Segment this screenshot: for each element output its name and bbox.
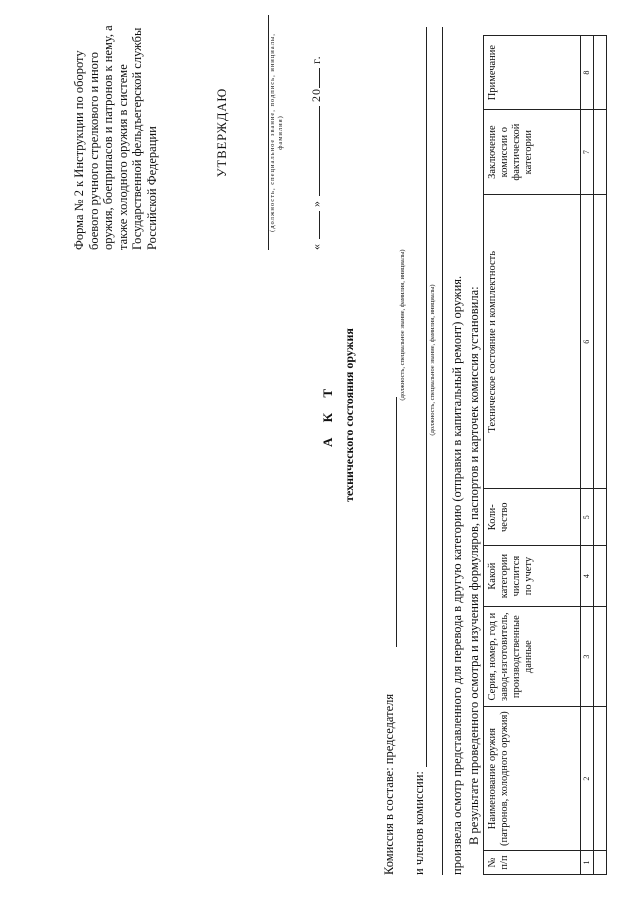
approval-caption: (должность, специальное звание, подпись, инициалы, фамилия) <box>269 33 284 232</box>
members-line-2 <box>442 27 443 875</box>
column-number: 6 <box>581 195 594 489</box>
header-cell: Коли-чество <box>484 489 581 546</box>
table-cell <box>594 36 607 110</box>
header-cell: Заключение комиссии о фактической категории <box>484 110 581 195</box>
column-number: 7 <box>581 110 594 195</box>
column-number: 8 <box>581 36 594 110</box>
approval-signature-line <box>252 15 269 250</box>
approval-block <box>215 15 324 250</box>
act-title: А К Т <box>320 383 335 447</box>
body-line-1: произвела осмотр представленного для перевода в другую категорию (отправки в капитальный ремонт) оружия. <box>450 275 464 875</box>
table-header-row <box>484 36 581 875</box>
approval-date: « » 20 г. <box>309 55 323 250</box>
table-cell <box>594 489 607 546</box>
form-note-line: оружия, боеприпасов и патронов к нему, а <box>101 25 115 250</box>
chair-caption: (должность, специальное звание, фамилия, инициалы) <box>399 249 406 401</box>
commission-chair-label: Комиссия в составе: председателя <box>382 693 396 875</box>
column-number: 5 <box>581 489 594 546</box>
form-note-line: боевого ручного стрелкового и иного <box>86 52 101 250</box>
column-number: 1 <box>581 851 594 875</box>
act-title-block <box>320 295 357 535</box>
form-note-line: Форма № 2 к Инструкции по обороту <box>72 50 86 250</box>
form-note-line: Российской Федерации <box>144 126 159 250</box>
table-cell <box>594 707 607 851</box>
members-line <box>426 27 427 767</box>
table-cell <box>594 546 607 607</box>
table-cell <box>594 851 607 875</box>
commission-members-label: и членов комиссии: <box>412 771 426 875</box>
act-subtitle: технического состояния оружия <box>342 328 356 502</box>
approval-title: УТВЕРЖДАЮ <box>215 87 229 178</box>
table-number-row <box>581 36 594 875</box>
header-cell: № п/п <box>484 851 581 875</box>
table-row <box>594 36 607 875</box>
column-number: 2 <box>581 707 594 851</box>
header-cell: Какой категории числится по учету <box>484 546 581 607</box>
chair-line <box>396 397 397 647</box>
form-note-line: Государственной фельдъегерской службы <box>130 27 144 250</box>
form-note-line: также холодного оружия в системе <box>115 64 130 250</box>
table-cell <box>594 195 607 489</box>
header-cell: Техническое состояние и комплектность <box>484 195 581 489</box>
table-cell <box>594 607 607 707</box>
column-number: 4 <box>581 546 594 607</box>
header-cell: Примечание <box>484 36 581 110</box>
form-reference-note <box>72 15 159 250</box>
weapons-table <box>483 35 607 875</box>
table-cell <box>594 110 607 195</box>
header-cell: Наименование оружия (патронов, холодного оружия) <box>484 707 581 851</box>
header-cell: Серия, номер, год и завод-изготовитель, производственные данные <box>484 607 581 707</box>
members-caption: (должность, специальное звание, фамилия, инициалы) <box>429 284 436 436</box>
column-number: 3 <box>581 607 594 707</box>
body-line-2: В результате проведенного осмотра и изучения формуляров, паспортов и карточек комиссия установила: <box>467 286 481 845</box>
